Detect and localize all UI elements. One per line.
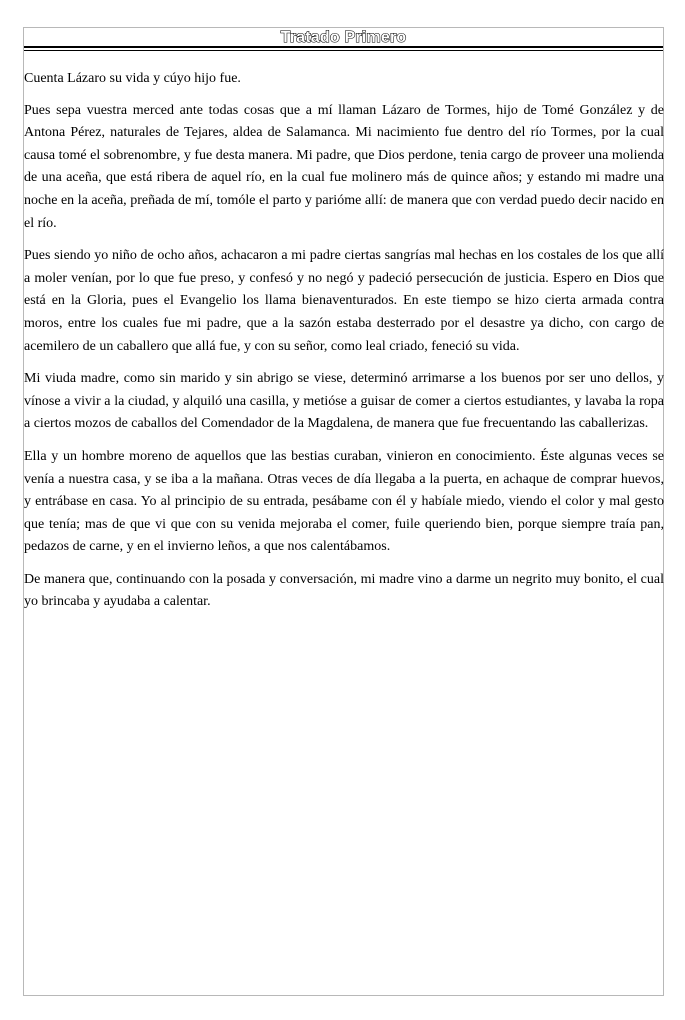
document-page — [23, 27, 664, 996]
chapter-subtitle: Cuenta Lázaro su vida y cúyo hijo fue. — [24, 71, 241, 86]
title-rule-thick — [24, 46, 663, 48]
paragraph: Pues siendo yo niño de ocho años, achacaron a mi padre ciertas sangrías mal hechas en los costales de los que allí a moler venían, por lo que fue preso, y confesó y no negó y padeció persecución de justicia. Espero en Dios que está en la Gloria, pues el Evangelio los llama bienaventurados. En este tiempo se hizo cierta armada contra moros, entre los cuales fue mi padre, que a la sazón estaba desterrado por el desastre ya dicho, con cargo de acemilero de un caballero que allá fue, y con su señor, como leal criado, feneció su vida. — [24, 248, 664, 354]
paragraph: Ella y un hombre moreno de aquellos que las bestias curaban, vinieron en conocimiento. Éste algunas veces se venía a nuestra casa, y se iba a la mañana. Otras veces de día llegaba a la puerta, en achaque de comprar huevos, y entrábase en casa. Yo al principio de su entrada, pesábame con él y habíale miedo, viendo el color y mal gesto que tenía; mas de que vi que con su venida mejoraba el comer, fuile queriendo bien, porque siempre traía pan, pedazos de carne, y en el invierno leños, a que nos calentábamos. — [24, 448, 664, 555]
document-body — [24, 68, 665, 624]
paragraph: De manera que, continuando con la posada y conversación, mi madre vino a darme un negrito muy bonito, el cual yo brincaba y ayudaba a calentar. — [24, 571, 664, 610]
chapter-title: Tratado Primero — [280, 29, 407, 46]
paragraph: Pues sepa vuestra merced ante todas cosas que a mí llaman Lázaro de Tormes, hijo de Tomé González y de Antona Pérez, naturales de Tejares, aldea de Salamanca. Mi nacimiento fue dentro del río Tormes, por la cual causa tomé el sobrenombre, y fue desta manera. Mi padre, que Dios perdone, tenia cargo de proveer una molienda de una aceña, que está ribera de aquel río, en la cual fue molinero más de quince años; y estando mi madre una noche en la aceña, preñada de mí, tomóle el parto y parióme allí: de manera que con verdad puedo decir nacido en el río. — [24, 102, 664, 231]
paragraph: Mi viuda madre, como sin marido y sin abrigo se viese, determinó arrimarse a los buenos por ser uno dellos, y vínose a vivir a la ciudad, y alquiló una casilla, y metióse a guisar de comer a ciertos estudiantes, y lavaba la ropa a ciertos mozos de caballos del Comendador de la Magdalena, de manera que fue frecuentando las caballerizas. — [24, 371, 664, 432]
title-rule-thin — [24, 50, 663, 51]
title-bar — [24, 28, 663, 52]
